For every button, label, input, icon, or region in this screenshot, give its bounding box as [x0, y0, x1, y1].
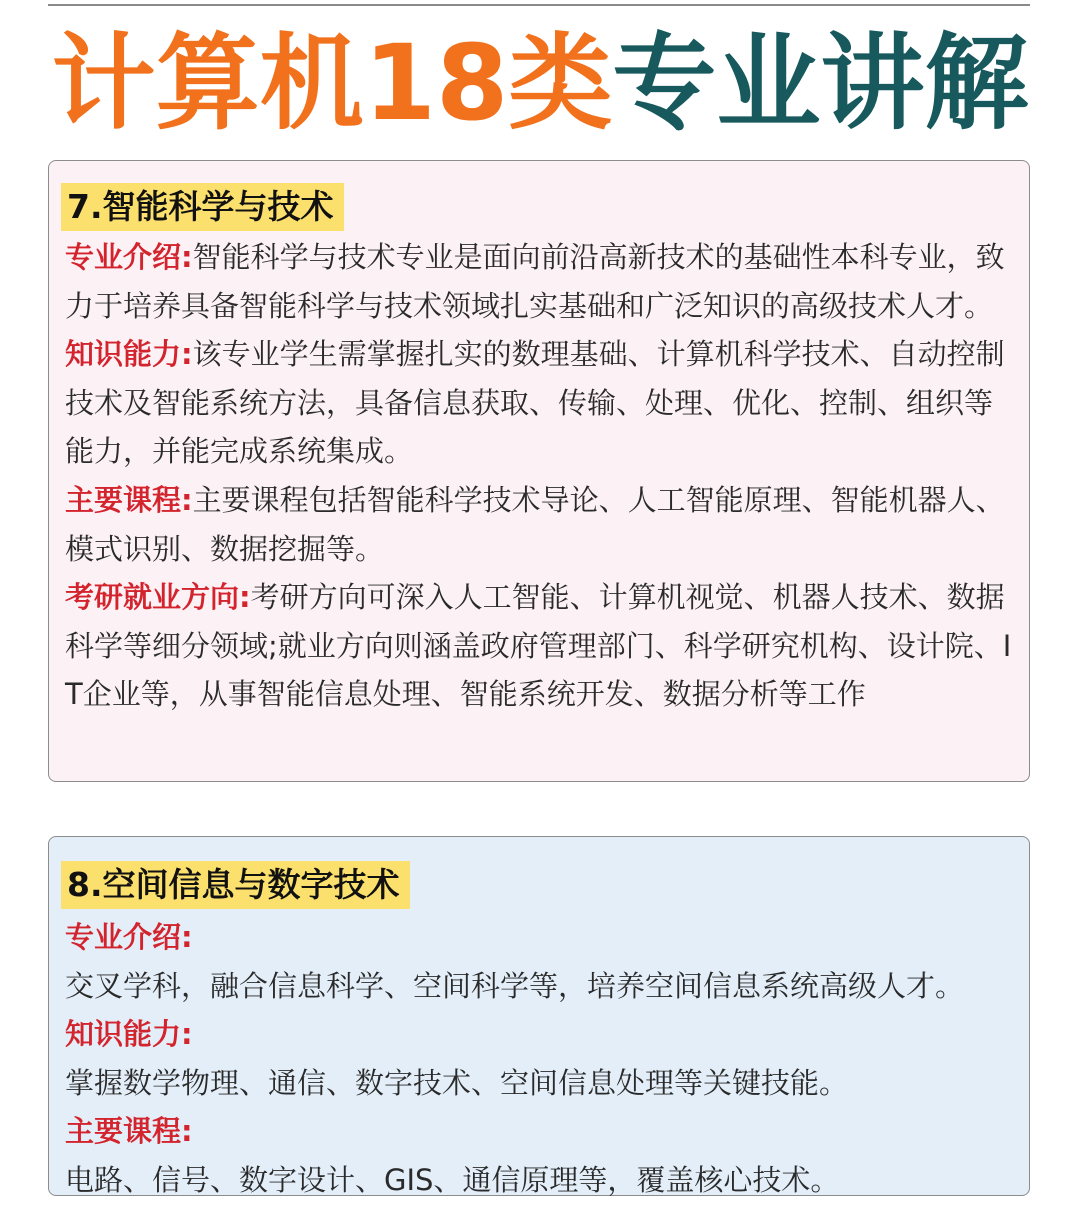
item-label: 考研就业方向: — [65, 580, 251, 615]
page-title — [0, 18, 1080, 148]
item-text: 考研方向可深入人工智能、计算机视觉、机器人技术、数据科学等细分领域;就业方向则涵盖政府管理部门、科学研究机构、设计院、IT企业等，从事智能信息处理、智能系统开发、数据分析等工作 — [65, 580, 1012, 712]
item-text: 该专业学生需掌握扎实的数理基础、计算机科学技术、自动控制技术及智能系统方法，具备信息获取、传输、处理、优化、控制、组织等能力，并能完成系统集成。 — [65, 337, 1005, 469]
item-text: 智能科学与技术专业是面向前沿高新技术的基础性本科专业，致力于培养具备智能科学与技术领域扎实基础和广泛知识的高级技术人才。 — [65, 240, 1005, 323]
section-heading-7: 7.智能科学与技术 — [61, 183, 344, 231]
item-label: 专业介绍: — [65, 920, 193, 954]
item-label: 知识能力: — [65, 337, 193, 372]
section-card-7 — [48, 160, 1030, 782]
section-body-8 — [65, 913, 1015, 1205]
top-divider — [48, 4, 1030, 6]
page-title-rest: 专业讲解 — [612, 22, 1029, 144]
section-item-courses — [65, 476, 1015, 573]
item-label: 知识能力: — [65, 1017, 193, 1052]
section-item-intro — [65, 233, 1015, 330]
item-text: 交叉学科，融合信息科学、空间科学等，培养空间信息系统高级人才。 — [65, 968, 965, 1003]
item-text: 主要课程包括智能科学技术导论、人工智能原理、智能机器人、模式识别、数据挖掘等。 — [65, 482, 1005, 566]
section-body-7 — [65, 233, 1015, 719]
item-text: 掌握数学物理、通信、数字技术、空间信息处理等关键技能。 — [65, 1065, 849, 1100]
section-item-career — [65, 573, 1015, 719]
section-heading-8: 8.空间信息与数字技术 — [61, 861, 410, 909]
item-text: 电路、信号、数字设计、GIS、通信原理等，覆盖核心技术。 — [65, 1162, 840, 1197]
page-title-highlight: 计算机18类 — [51, 22, 613, 144]
section-item-skills — [65, 330, 1015, 476]
item-label: 专业介绍: — [65, 240, 193, 274]
item-label: 主要课程: — [65, 1114, 193, 1149]
item-label: 主要课程: — [65, 482, 193, 517]
section-card-8 — [48, 836, 1030, 1196]
